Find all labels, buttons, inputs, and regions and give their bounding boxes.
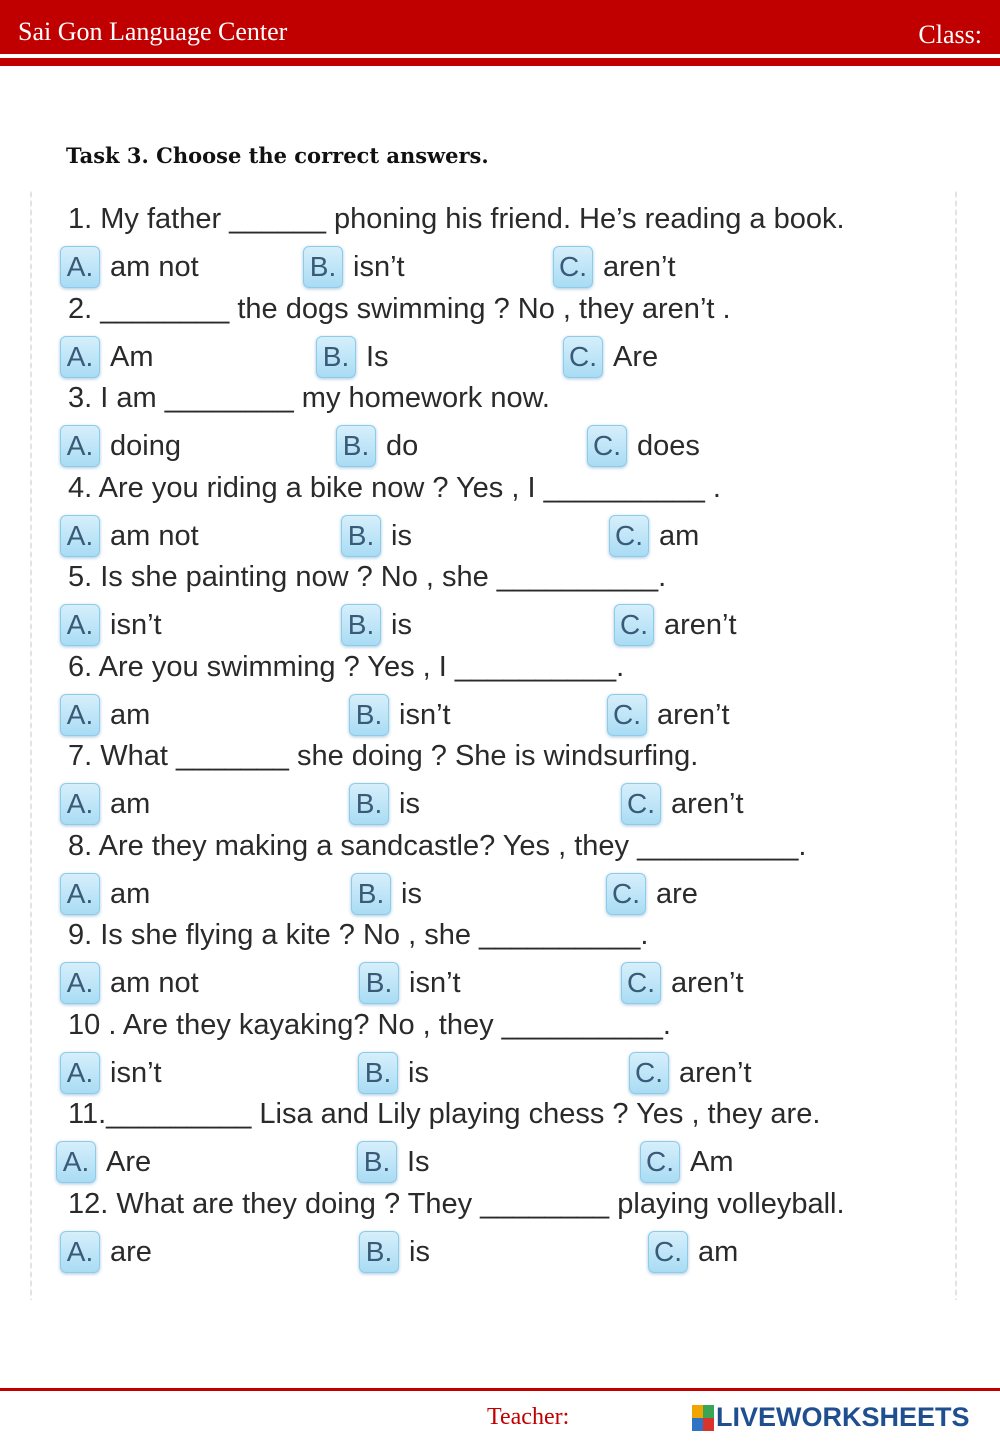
question-2-text: 2. ________ the dogs swimming ? No , they aren’t . [68, 293, 731, 325]
option-text: Am [110, 340, 154, 373]
logo-text: LIVEWORKSHEETS [716, 1402, 970, 1432]
option-text: am [110, 698, 151, 731]
option-b-select-button[interactable]: B. [358, 1052, 398, 1094]
option-text: am not [110, 250, 199, 283]
option-text: doing [110, 429, 181, 462]
option-a-select-button[interactable]: A. [60, 425, 100, 467]
question-11-option-b[interactable] [357, 1140, 430, 1184]
question-1-text: 1. My father ______ phoning his friend. He’s reading a book. [68, 203, 845, 235]
option-text: aren’t [664, 608, 737, 641]
question-5-option-a[interactable] [60, 603, 162, 647]
teacher-label: Teacher: [487, 1404, 570, 1430]
question-7-text: 7. What _______ she doing ? She is windsurfing. [68, 740, 699, 772]
option-text: Are [106, 1145, 152, 1178]
question-4-option-c[interactable] [609, 514, 699, 558]
question-2-option-a[interactable] [60, 335, 154, 379]
question-11-option-a[interactable] [56, 1140, 151, 1184]
question-12-option-b[interactable] [359, 1230, 430, 1274]
option-text: is [399, 787, 420, 820]
option-text: is [391, 608, 412, 641]
question-4-text: 4. Are you riding a bike now ? Yes , I __________ . [68, 472, 721, 504]
question-1-option-c[interactable] [553, 245, 676, 289]
question-6-option-a[interactable] [60, 693, 150, 737]
option-b-select-button[interactable]: B. [349, 694, 389, 736]
option-c-select-button[interactable]: C. [587, 425, 627, 467]
option-b-select-button[interactable]: B. [341, 604, 381, 646]
header-divider [0, 58, 1000, 66]
task-title: Task 3. Choose the correct answers. [66, 143, 489, 168]
question-5-option-c[interactable] [614, 603, 737, 647]
question-3-option-b[interactable] [336, 424, 418, 468]
option-c-select-button[interactable]: C. [607, 694, 647, 736]
question-8-option-c[interactable] [606, 872, 698, 916]
option-text: isn’t [353, 250, 405, 283]
question-3-option-a[interactable] [60, 424, 181, 468]
question-8-option-b[interactable] [351, 872, 422, 916]
option-c-select-button[interactable]: C. [621, 783, 661, 825]
option-c-select-button[interactable]: C. [621, 962, 661, 1004]
question-9-text: 9. Is she flying a kite ? No , she __________. [68, 919, 649, 951]
option-c-select-button[interactable]: C. [648, 1231, 688, 1273]
option-b-select-button[interactable]: B. [303, 246, 343, 288]
option-b-select-button[interactable]: B. [351, 873, 391, 915]
question-1-option-a[interactable] [60, 245, 199, 289]
option-text: aren’t [657, 698, 730, 731]
option-text: aren’t [671, 787, 744, 820]
footer-divider [0, 1388, 1000, 1391]
question-12-option-c[interactable] [648, 1230, 738, 1274]
question-6-text: 6. Are you swimming ? Yes , I __________. [68, 651, 625, 683]
question-5-option-b[interactable] [341, 603, 412, 647]
class-label: Class: [918, 20, 982, 49]
option-text: is [409, 1235, 430, 1268]
option-text: is [401, 877, 422, 910]
question-7-option-b[interactable] [349, 782, 420, 826]
question-10-text: 10 . Are they kayaking? No , they __________. [68, 1009, 671, 1041]
option-a-select-button[interactable]: A. [60, 694, 100, 736]
question-3-option-c[interactable] [587, 424, 700, 468]
center-name: Sai Gon Language Center [18, 17, 288, 46]
option-text: aren’t [679, 1056, 752, 1089]
option-text: am not [110, 966, 199, 999]
option-text: am [659, 519, 700, 552]
question-12-text: 12. What are they doing ? They ________ playing volleyball. [68, 1188, 845, 1220]
option-b-select-button[interactable]: B. [316, 336, 356, 378]
option-c-select-button[interactable]: C. [629, 1052, 669, 1094]
option-a-select-button[interactable]: A. [60, 336, 100, 378]
option-c-select-button[interactable]: C. [553, 246, 593, 288]
question-10-option-a[interactable] [60, 1051, 162, 1095]
option-text: isn’t [110, 608, 162, 641]
option-c-select-button[interactable]: C. [606, 873, 646, 915]
question-10-option-c[interactable] [629, 1051, 752, 1095]
question-2-option-c[interactable] [563, 335, 658, 379]
option-text: isn’t [399, 698, 451, 731]
option-text: aren’t [671, 966, 744, 999]
option-text: Are [613, 340, 659, 373]
option-c-select-button[interactable]: C. [614, 604, 654, 646]
question-7-option-c[interactable] [621, 782, 744, 826]
question-3-text: 3. I am ________ my homework now. [68, 382, 550, 414]
question-8-text: 8. Are they making a sandcastle? Yes , they __________. [68, 830, 807, 862]
logo-icon [692, 1405, 714, 1431]
question-6-option-b[interactable] [349, 693, 451, 737]
option-a-select-button[interactable]: A. [56, 1141, 96, 1183]
question-9-option-b[interactable] [359, 961, 461, 1005]
option-text: am [110, 787, 151, 820]
question-4-option-a[interactable] [60, 514, 199, 558]
option-text: am [698, 1235, 739, 1268]
option-text: does [637, 429, 700, 462]
option-text: isn’t [110, 1056, 162, 1089]
option-text: Is [407, 1145, 430, 1178]
option-c-select-button[interactable]: C. [640, 1141, 680, 1183]
option-a-select-button[interactable]: A. [60, 962, 100, 1004]
option-text: are [656, 877, 698, 910]
question-2-option-b[interactable] [316, 335, 389, 379]
option-a-select-button[interactable]: A. [60, 1231, 100, 1273]
question-8-option-a[interactable] [60, 872, 150, 916]
option-c-select-button[interactable]: C. [609, 515, 649, 557]
question-10-option-b[interactable] [358, 1051, 429, 1095]
option-text: do [386, 429, 419, 462]
option-text: Am [690, 1145, 734, 1178]
question-7-option-a[interactable] [60, 782, 150, 826]
question-5-text: 5. Is she painting now ? No , she __________. [68, 561, 667, 593]
question-6-option-c[interactable] [607, 693, 730, 737]
question-11-option-c[interactable] [640, 1140, 734, 1184]
option-c-select-button[interactable]: C. [563, 336, 603, 378]
option-b-select-button[interactable]: B. [349, 783, 389, 825]
option-b-select-button[interactable]: B. [336, 425, 376, 467]
option-b-select-button[interactable]: B. [341, 515, 381, 557]
right-dotted-border [955, 190, 957, 1300]
option-a-select-button[interactable]: A. [60, 604, 100, 646]
liveworksheets-logo[interactable] [692, 1402, 970, 1433]
question-11-text: 11._________ Lisa and Lily playing chess ? Yes , they are. [68, 1098, 821, 1130]
option-text: is [391, 519, 412, 552]
option-text: am [110, 877, 151, 910]
option-text: is [408, 1056, 429, 1089]
question-1-option-b[interactable] [303, 245, 405, 289]
option-a-select-button[interactable]: A. [60, 873, 100, 915]
option-a-select-button[interactable]: A. [60, 783, 100, 825]
option-text: Is [366, 340, 389, 373]
option-a-select-button[interactable]: A. [60, 515, 100, 557]
option-text: are [110, 1235, 152, 1268]
option-text: isn’t [409, 966, 461, 999]
question-9-option-a[interactable] [60, 961, 199, 1005]
option-text: aren’t [603, 250, 676, 283]
option-a-select-button[interactable]: A. [60, 246, 100, 288]
option-b-select-button[interactable]: B. [359, 962, 399, 1004]
question-9-option-c[interactable] [621, 961, 744, 1005]
option-a-select-button[interactable]: A. [60, 1052, 100, 1094]
question-4-option-b[interactable] [341, 514, 412, 558]
left-dotted-border [30, 190, 32, 1300]
option-b-select-button[interactable]: B. [357, 1141, 397, 1183]
option-text: am not [110, 519, 199, 552]
option-b-select-button[interactable]: B. [359, 1231, 399, 1273]
question-12-option-a[interactable] [60, 1230, 152, 1274]
